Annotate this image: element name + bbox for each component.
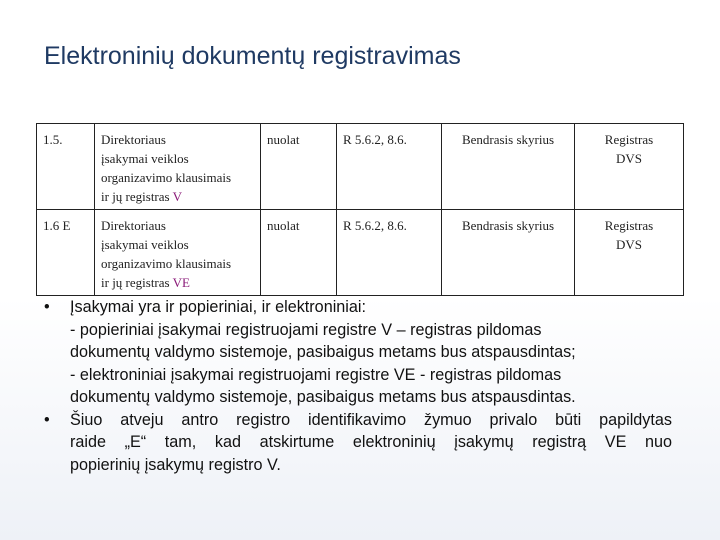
cell-period: nuolat	[261, 124, 337, 210]
title-line: įsakymai veiklos	[101, 151, 189, 166]
title-line: Direktoriaus	[101, 132, 166, 147]
bullet-icon: •	[44, 298, 50, 316]
bullet-line: Šiuo atveju antro registro identifikavimo žymuo privalo būti papildytas	[70, 410, 672, 429]
register-line: Registras	[604, 132, 654, 147]
cell-reference: R 5.6.2, 8.6.	[337, 210, 442, 296]
title-line: ir jų registras	[101, 275, 173, 290]
register-line: DVS	[615, 237, 642, 252]
bullet-list	[44, 296, 672, 476]
cell-reference: R 5.6.2, 8.6.	[337, 124, 442, 210]
cell-document-title	[95, 124, 261, 210]
cell-period: nuolat	[261, 210, 337, 296]
register-code: VE	[172, 275, 190, 290]
bullet-line: dokumentų valdymo sistemoje, pasibaigus metams bus atspausdintas;	[70, 343, 576, 361]
title-line: organizavimo klausimais	[101, 170, 232, 185]
bullet-line: - popieriniai įsakymai registruojami registre V – registras pildomas	[70, 320, 542, 339]
title-line: Direktoriaus	[101, 218, 166, 233]
title-line: organizavimo klausimais	[101, 256, 232, 271]
page-title: Elektroninių dokumentų registravimas	[44, 42, 461, 70]
bullet-icon: •	[44, 410, 50, 429]
register-code: V	[172, 189, 182, 204]
bullet-line: dokumentų valdymo sistemoje, pasibaigus metams bus atspausdintas.	[70, 388, 576, 406]
cell-number: 1.6 E	[37, 210, 95, 296]
register-line: Registras	[604, 218, 654, 233]
bullet-line: - elektroniniai įsakymai registruojami registre VE - registras pildomas	[70, 365, 562, 384]
table-row	[37, 210, 684, 296]
cell-document-title	[95, 210, 261, 296]
bullet-line: Įsakymai yra ir popieriniai, ir elektroniniai:	[70, 298, 366, 316]
cell-department: Bendrasis skyrius	[442, 210, 575, 296]
bullet-item	[44, 409, 672, 477]
cell-department: Bendrasis skyrius	[442, 124, 575, 210]
cell-number: 1.5.	[37, 124, 95, 210]
bullet-item	[44, 296, 672, 409]
register-table	[36, 123, 684, 296]
title-line: įsakymai veiklos	[101, 237, 189, 252]
title-line: ir jų registras	[101, 189, 173, 204]
bullet-line: popierinių įsakymų registro V.	[70, 455, 281, 474]
cell-register	[575, 210, 684, 296]
bullet-line: raide „E“ tam, kad atskirtume elektroninių įsakymų registrą VE nuo	[70, 433, 672, 451]
cell-register	[575, 124, 684, 210]
register-line: DVS	[615, 151, 642, 166]
table-row	[37, 124, 684, 210]
